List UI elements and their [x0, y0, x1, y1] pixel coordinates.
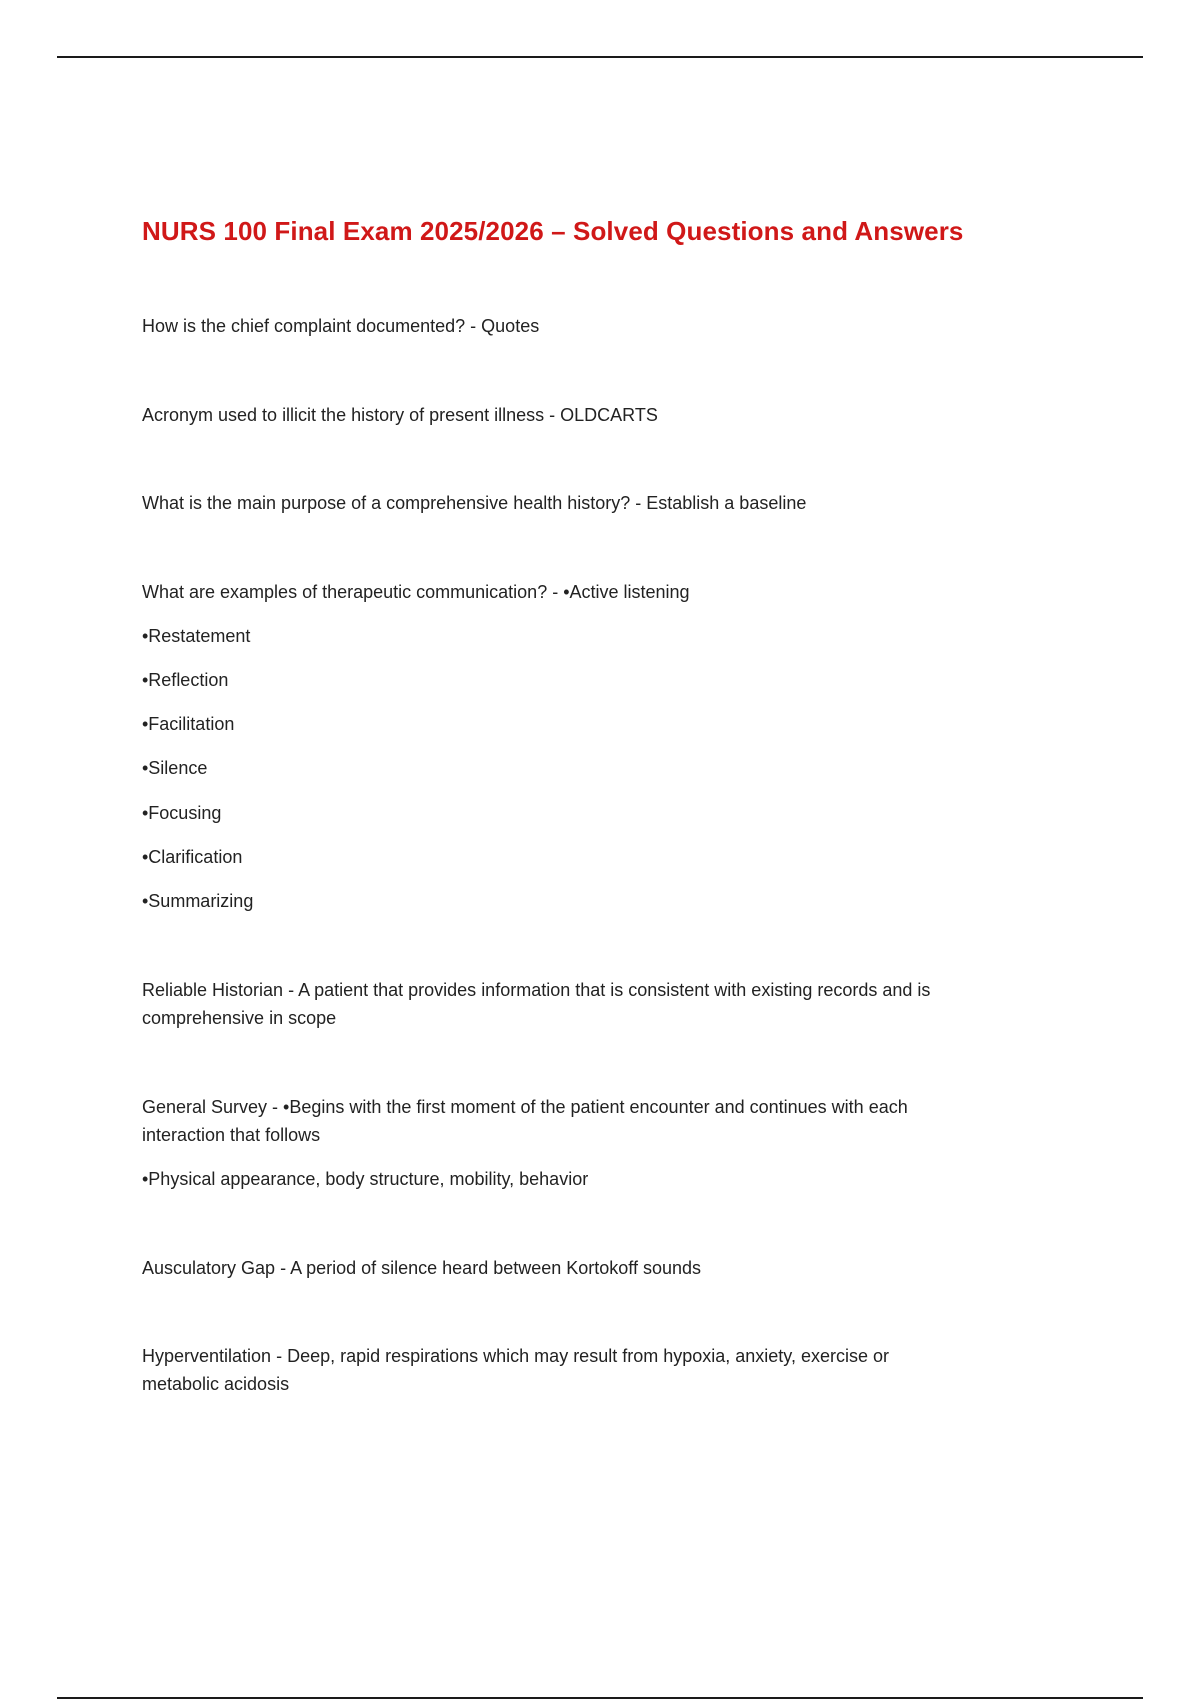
entry-ausculatory-gap: Ausculatory Gap - A period of silence heard between Kortokoff sounds — [142, 1258, 702, 1278]
top-rule — [57, 56, 1143, 58]
entry-reliable-historian-cont: comprehensive in scope — [142, 1008, 337, 1028]
entry-general-survey: General Survey - •Begins with the first moment of the patient encounter and continues with each — [142, 1097, 908, 1117]
entry-oldcarts: Acronym used to illicit the history of present illness - OLDCARTS — [142, 405, 658, 425]
bullet-item: •Silence — [142, 758, 208, 778]
entry-general-survey-cont: interaction that follows — [142, 1125, 321, 1145]
document-title: NURS 100 Final Exam 2025/2026 – Solved Questions and Answers — [142, 216, 964, 246]
bullet-item: •Facilitation — [142, 714, 235, 734]
entry-chief-complaint: How is the chief complaint documented? - Quotes — [142, 316, 540, 336]
bullet-item: •Summarizing — [142, 891, 254, 911]
entry-therapeutic-communication: What are examples of therapeutic communication? - •Active listening — [142, 582, 690, 602]
bottom-rule — [57, 1697, 1143, 1699]
bullet-item: •Reflection — [142, 670, 229, 690]
bullet-item: •Focusing — [142, 803, 222, 823]
entry-hyperventilation: Hyperventilation - Deep, rapid respirations which may result from hypoxia, anxiety, exercise or — [142, 1346, 889, 1366]
bullet-item: •Restatement — [142, 626, 251, 646]
entry-health-history: What is the main purpose of a comprehensive health history? - Establish a baseline — [142, 493, 807, 513]
bullet-item: •Physical appearance, body structure, mobility, behavior — [142, 1169, 589, 1189]
entry-hyperventilation-cont: metabolic acidosis — [142, 1374, 290, 1394]
bullet-item: •Clarification — [142, 847, 243, 867]
entry-reliable-historian: Reliable Historian - A patient that provides information that is consistent with existing records and is — [142, 980, 931, 1000]
